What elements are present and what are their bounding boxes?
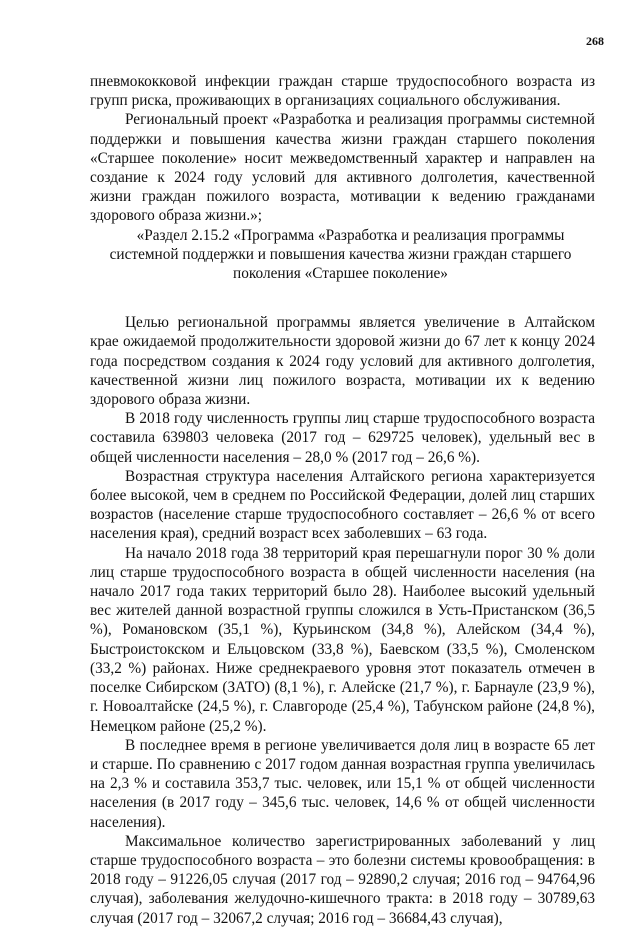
- document-body: [90, 72, 595, 928]
- age-65-paragraph: В последнее время в регионе увеличивается доля лиц в возрасте 65 лет и старше. По сравнению с 2017 годом данная возрастная группа увеличилась на 2,3 % и составила 353,7 тыс. человек, или 15,1 % от общей численности населения (в 2017 году – 345,6 тыс. человек, 14,6 % от общей численности населения).: [90, 736, 595, 831]
- section-spacer: [90, 283, 595, 313]
- intro-continuation-paragraph: пневмококковой инфекции граждан старше трудоспособного возраста из групп риска, проживающих в организациях социального обслуживания.: [90, 73, 595, 110]
- population-paragraph: В 2018 году численность группы лиц старше трудоспособного возраста составила 639803 человека (2017 год – 629725 человек), удельный вес в общей численности населения – 28,0 % (2017 год – 26,6 %).: [90, 410, 595, 466]
- diseases-paragraph: Максимальное количество зарегистрированных заболеваний у лиц старше трудоспособного возраста – это болезни системы кровообращения: в 2018 году – 91226,05 случая (2017 год – 92890,2 случая; 2016 год – 94764,96 случая), заболевания желудочно-кишечного тракта: в 2018 году – 30789,63 случая (2017 год – 32067,2 случая; 2016 год – 36684,43 случая),: [90, 832, 595, 927]
- territories-paragraph: На начало 2018 года 38 территорий края перешагнули порог 30 % доли лиц старше трудоспособного возраста в общей численности населения (на начало 2017 года таких территорий было 28). Наиболее высокий удельный вес жителей данной возрастной группы сложился в Усть-Пристанском (36,5 %), Романовском (35,1 %), Курьинском (34,8 %), Алейском (34,4 %), Быстроистокском и Ельцовском (33,8 %), Баевском (33,5 %), Смоленском (33,2 %) районах. Ниже среднекраевого уровня этот показатель отмечен в поселке Сибирском (ЗАТО) (8,1 %), г. Алейске (21,7 %), г. Барнауле (23,9 %), г. Новоалтайске (24,5 %), г. Славгороде (25,4 %), Табунском районе (24,8 %), Немецком районе (25,2 %).: [90, 544, 595, 735]
- regional-project-paragraph: Региональный проект «Разработка и реализация программы системной поддержки и повышения качества жизни граждан старшего поколения «Старшее поколение» носит межведомственный характер и направлен на создание к 2024 году условий для активного долголетия, качественной жизни граждан пожилого возраста, мотивации к ведению гражданами здорового образа жизни.»;: [90, 111, 595, 225]
- age-structure-paragraph: Возрастная структура населения Алтайского региона характеризуется более высокой, чем в среднем по Российской Федерации, долей лиц старших возрастов (население старше трудоспособного составляет – 26,6 % от всего населения края), средний возраст всех заболевших – 63 года.: [90, 467, 595, 543]
- goal-paragraph: Целью региональной программы является увеличение в Алтайском крае ожидаемой продолжительности здоровой жизни до 67 лет к концу 2024 года посредством создания к 2024 году условий для активного долголетия, качественной жизни лиц пожилого возраста, мотивации их к ведению здорового образа жизни.: [90, 314, 595, 409]
- page-number: 268: [586, 34, 604, 48]
- section-heading: «Раздел 2.15.2 «Программа «Разработка и реализация программы системной поддержки и повышения качества жизни граждан старшего поколения «Старшее поколение»: [109, 226, 572, 283]
